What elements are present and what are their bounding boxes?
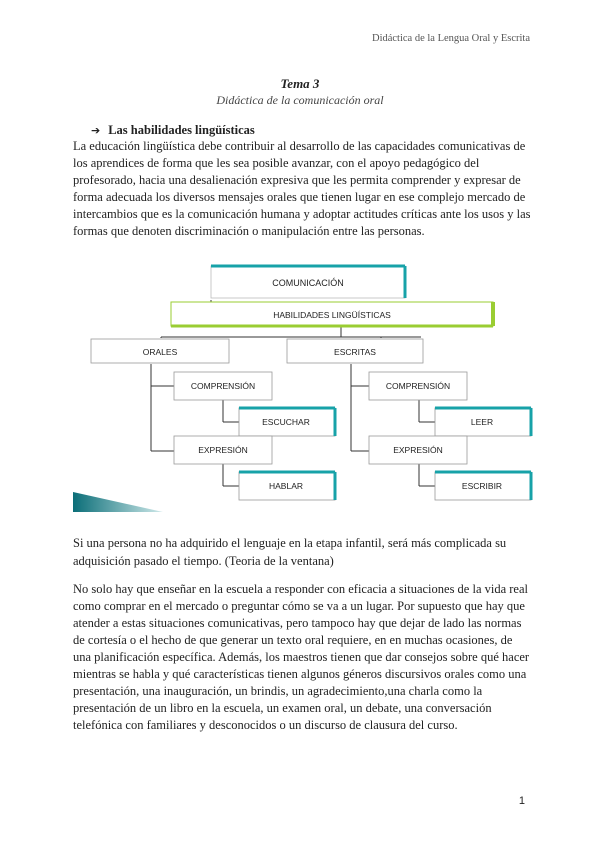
node-hablar-label: HABLAR [268, 481, 304, 491]
habilidades-diagram [73, 262, 533, 512]
node-orales-comprension-label: COMPRENSIÓN [190, 381, 256, 391]
paragraph-intro: La educación lingüística debe contribuir al desarrollo de las capacidades comunicativas de los aprendices de forma que les sea posible avanzar, con el apoyo pedagógico del profesorado, hacia una desalienación expresiva que les permita comprender y expresar de forma adecuada los diversos mensajes orales que tienen lugar en ese complejo mercado de intercambios que es la comunicación humana y adoptar actitudes críticas ante los usos y las formas que denoten discriminación o manipulación entre las personas. [73, 139, 531, 238]
arrow-right-icon: ➔ [91, 124, 101, 137]
section-heading-text: Las habilidades lingüísticas [108, 123, 255, 137]
node-orales-expresion-label: EXPRESIÓN [198, 445, 248, 455]
node-escribir-label: ESCRIBIR [461, 481, 503, 491]
node-escritas-comprension-label: COMPRENSIÓN [385, 381, 451, 391]
paragraph-ventana: Si una persona no ha adquirido el lenguaje en la etapa infantil, será más complicada su adquisición pasado el tiempo. (Teoria de la ventana) [73, 536, 507, 568]
node-leer-label: LEER [470, 417, 494, 427]
page-number: 1 [518, 795, 525, 807]
node-escuchar-label: ESCUCHAR [262, 417, 310, 427]
paragraph-situaciones: No solo hay que enseñar en la escuela a responder con eficacia a situaciones de la vida real como comprar en el mercado o preguntar cómo se va a un lugar. Por supuesto que hay que atender a estas situaciones comunicativas, pero tampoco hay que dejar de lado las normas de cortesía o el hecho de que generar un texto oral requiere, en en muchas ocasiones, de una planificación específica. Además, los maestros tienen que dar consejos sobre qué hacer mientras se habla y qué características tienen algunos géneros discursivos orales como una presentación, una inauguración, un brindis, un agradecimiento,una charla como la presentación de un libro en la escuela, un examen oral, un debate, una conversación telefónica con familiares y desconocidos o un discurso de clausura del curso. [73, 582, 530, 732]
document-subtitle: Didáctica de la comunicación oral [216, 93, 384, 107]
decorative-corner [73, 492, 163, 512]
node-orales-label: ORALES [142, 347, 178, 357]
document-title: Tema 3 [280, 76, 320, 91]
node-escritas-label: ESCRITAS [334, 347, 376, 357]
node-habilidades-label: HABILIDADES LINGÜÍSTICAS [273, 310, 391, 320]
running-header: Didáctica de la Lengua Oral y Escrita [371, 33, 530, 44]
node-comunicacion-label: COMUNICACIÓN [272, 278, 344, 288]
section-heading [91, 123, 255, 138]
node-escritas-expresion-label: EXPRESIÓN [393, 445, 443, 455]
